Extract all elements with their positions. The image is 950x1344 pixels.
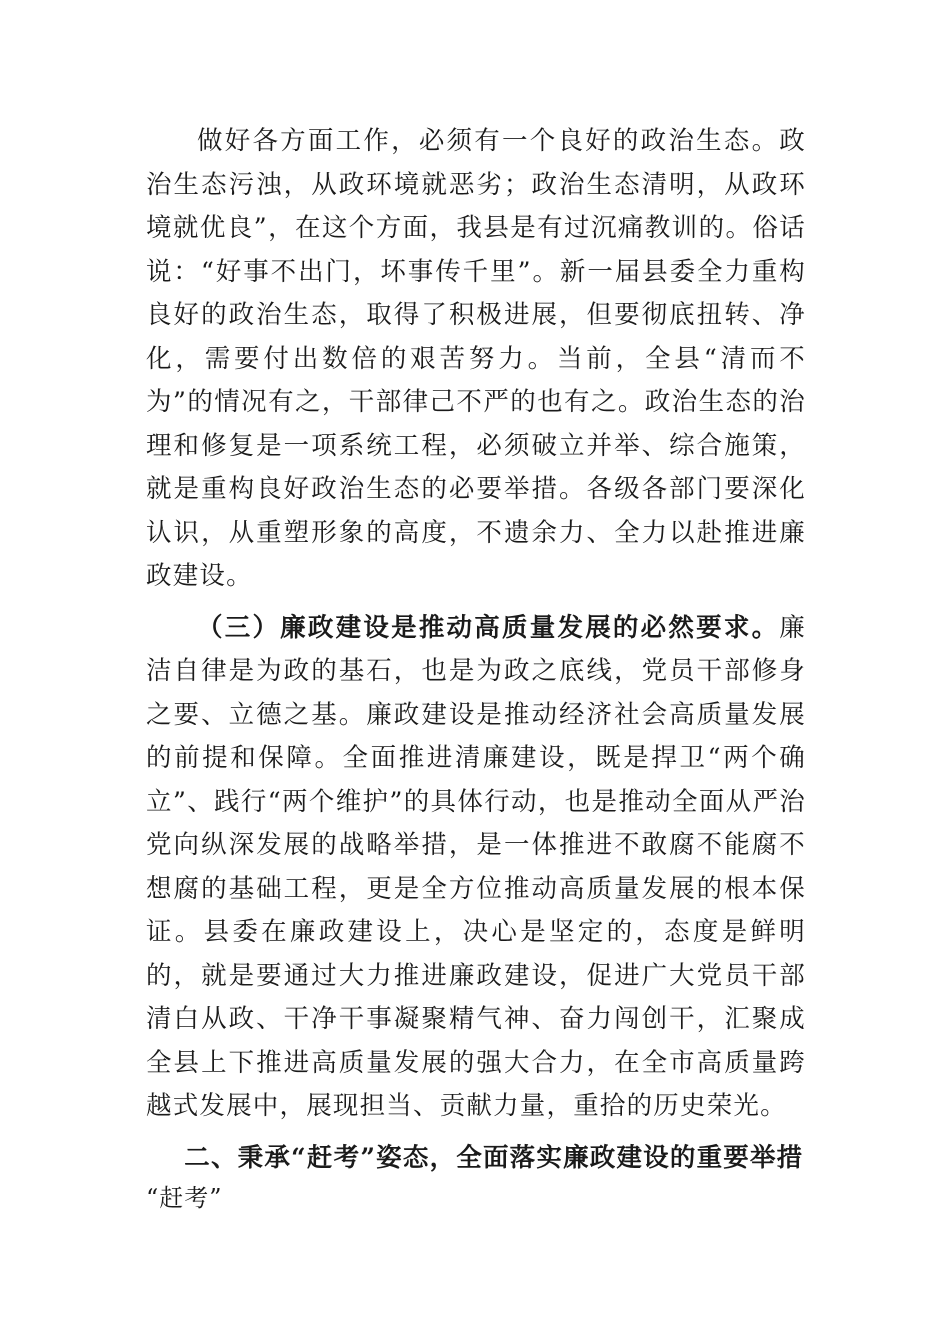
section-heading: 二、秉承“赶考”姿态，全面落实廉政建设的重要举措 <box>184 1142 804 1173</box>
section-heading-block <box>146 1137 806 1217</box>
subsection-body: 廉洁自律是为政的基石，也是为政之底线，党员干部修身之要、立德之基。廉政建设是推动经济社会高质量发展的前提和保障。全面推进清廉建设，既是捍卫“两个确立”、践行“两个维护”的具体行动，也是推动全面从严治党向纵深发展的战略举措，是一体推进不敢腐不能腐不想腐的基础工程，更是全方位推动高质量发展的根本保证。县委在廉政建设上，决心是坚定的，态度是鲜明的，就是要通过大力推进廉政建设，促进广大党员干部清白从政、干净干事凝聚精气神、奋力闯创干，汇聚成全县上下推进高质量发展的强大合力，在全市高质量跨越式发展中，展现担当、贡献力量，重拾的历史荣光。 <box>146 612 806 1121</box>
subsection-heading: （三）廉政建设是推动高质量发展的必然要求。 <box>197 612 780 643</box>
section-heading-tail: “赶考” <box>146 1184 223 1212</box>
document-body <box>146 120 806 1216</box>
paragraph-political-ecology: 做好各方面工作，必须有一个良好的政治生态。政治生态污浊，从政环境就恶劣；政治生态清明，从政环境就优良”，在这个方面，我县是有过沉痛教训的。俗话说：“好事不出门，坏事传千里”。新一届县委全力重构良好的政治生态，取得了积极进展，但要彻底扭转、净化，需要付出数倍的艰苦努力。当前，全县“清而不为”的情况有之，干部律己不严的也有之。政治生态的治理和修复是一项系统工程，必须破立并举、综合施策，就是重构良好政治生态的必要举措。各级各部门要深化认识，从重塑形象的高度，不遗余力、全力以赴推进廉政建设。 <box>146 126 806 591</box>
paragraph-clean-governance <box>146 607 806 1129</box>
